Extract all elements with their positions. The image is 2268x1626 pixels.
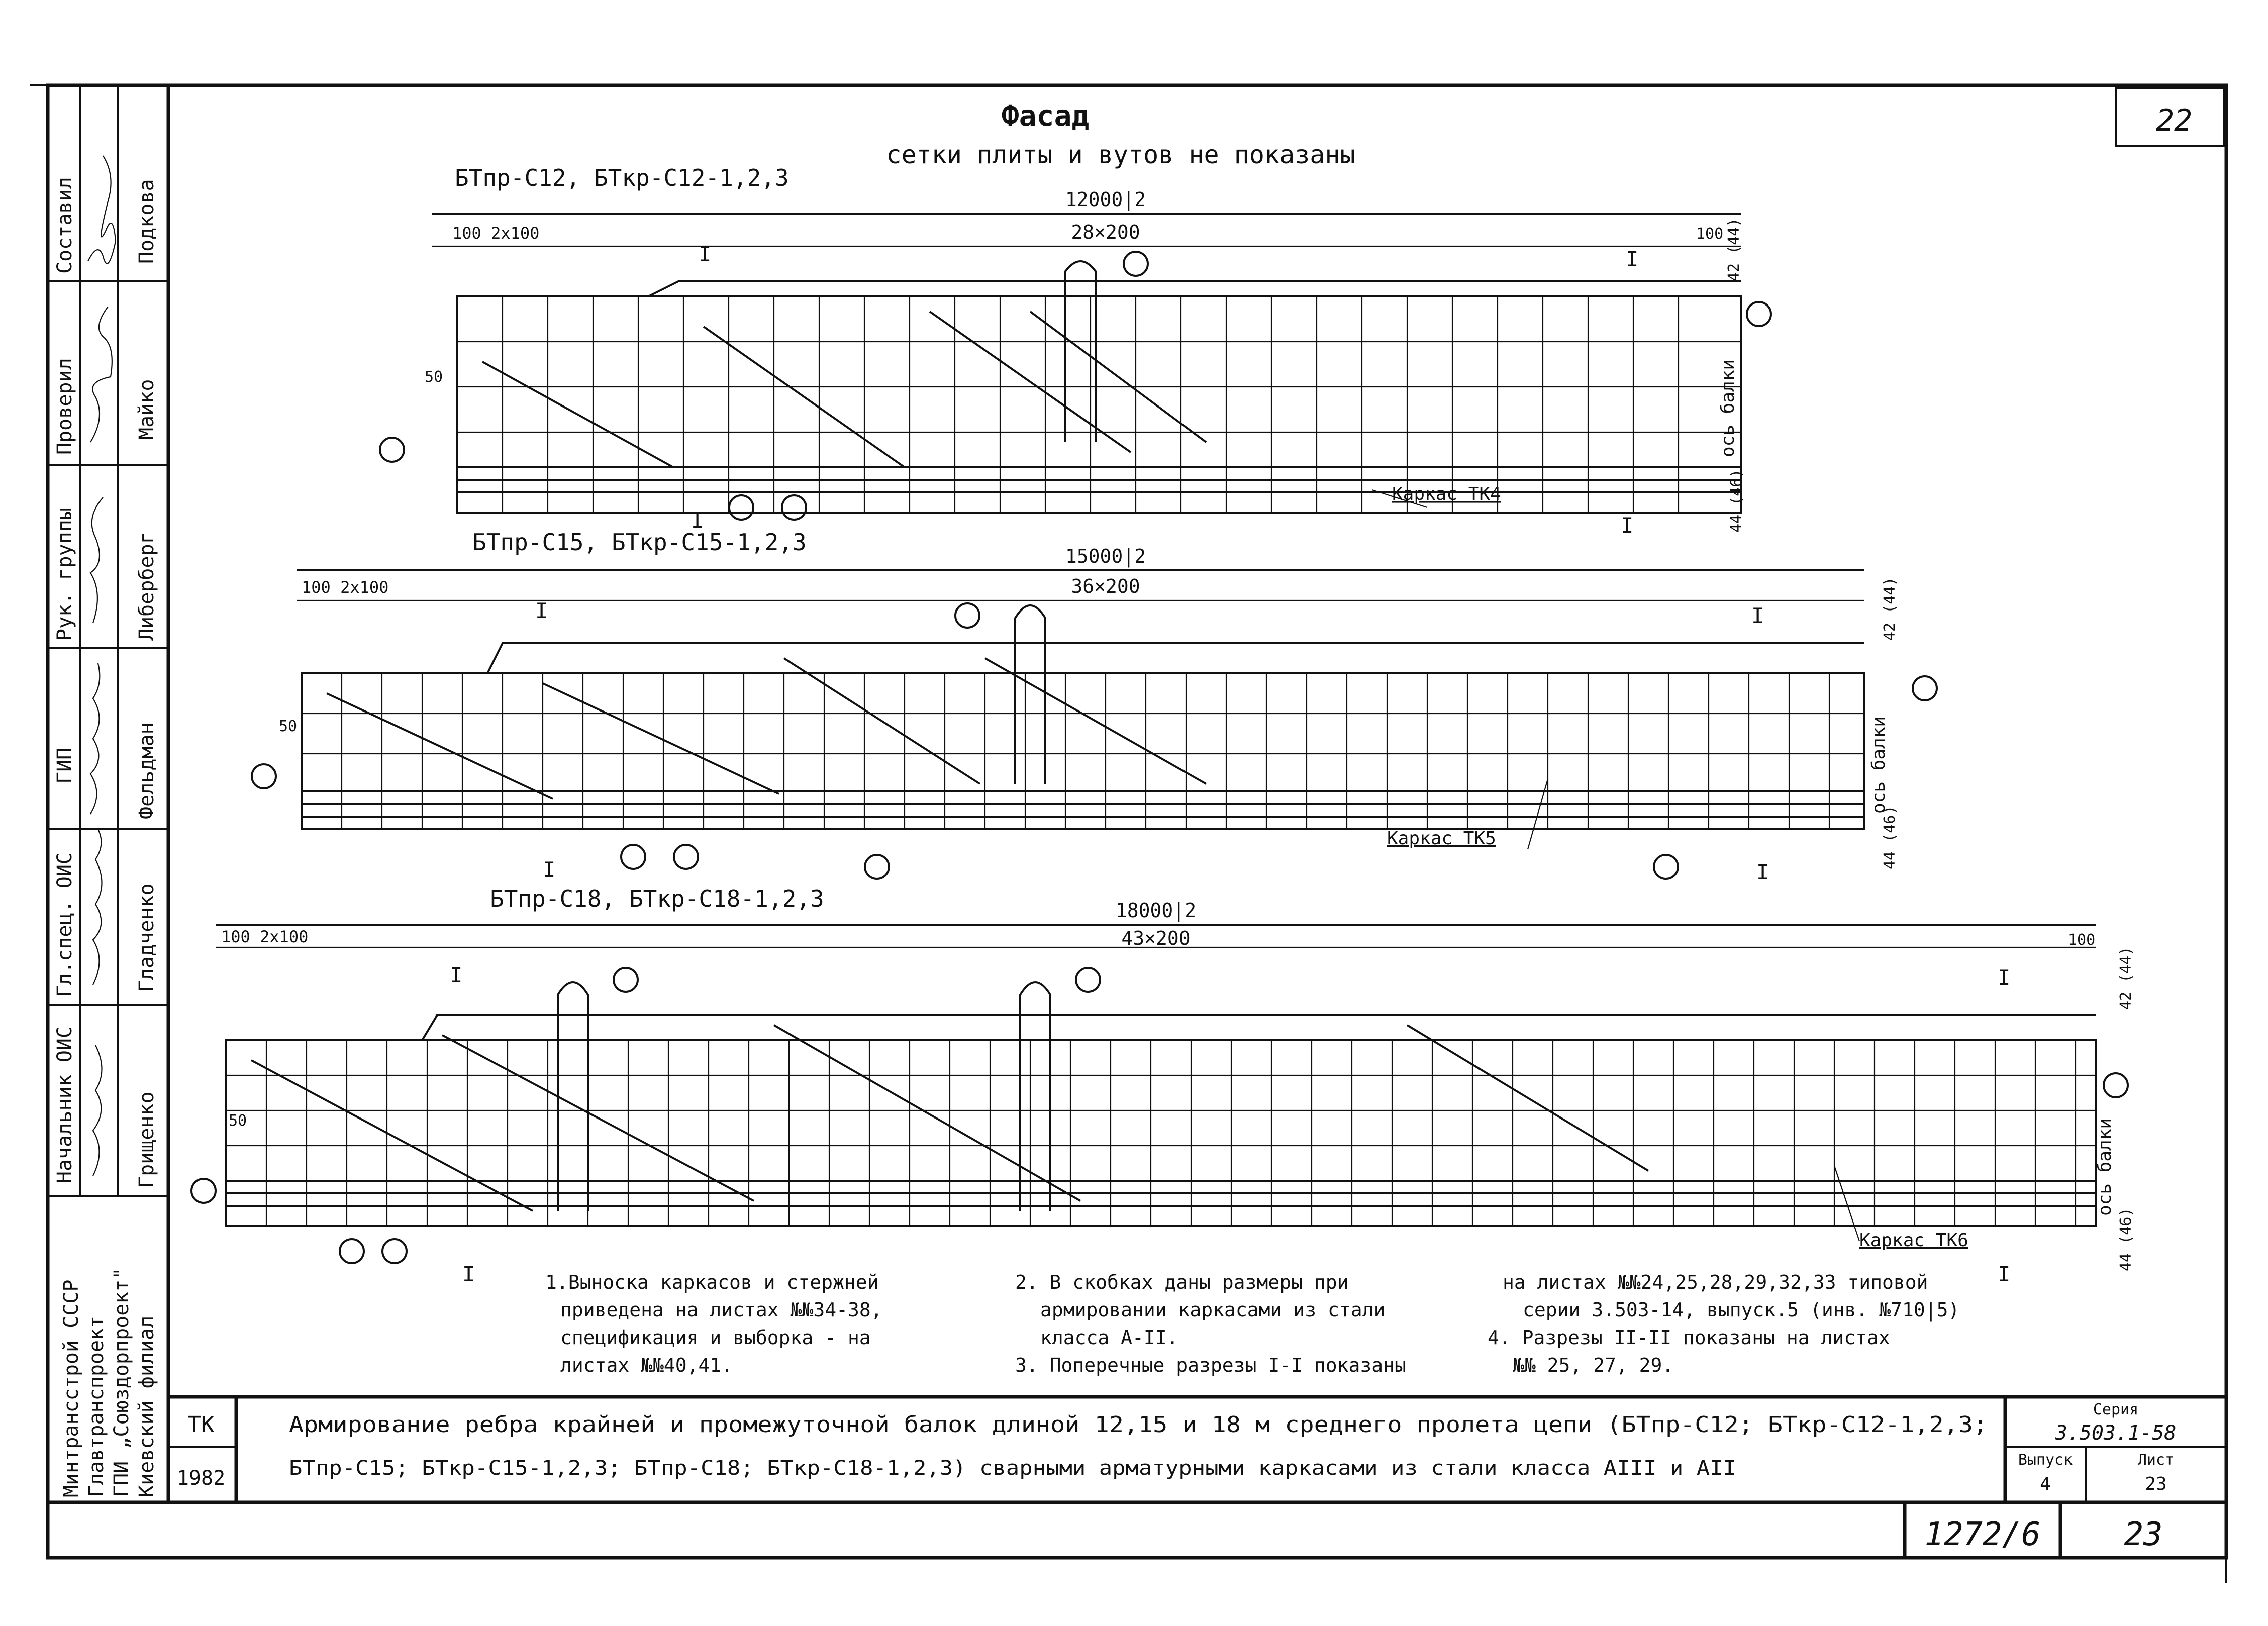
section-mark: I: [543, 857, 556, 882]
vypusk-label: Выпуск: [2018, 1451, 2073, 1469]
hairpin-bar: [558, 982, 588, 1211]
note-line: 2. В скобках даны размеры при: [1015, 1271, 1349, 1293]
signature-role: Гл.спец. ОИС: [53, 852, 76, 997]
facade-title: Фасад: [1001, 98, 1090, 133]
beam-mark: БТпр-С15, БТкр-С15-1,2,3: [472, 529, 807, 556]
beam-12m: [380, 164, 1771, 538]
section-mark: I: [1756, 860, 1769, 884]
signature-name: Гладченко: [135, 883, 158, 992]
total-dimension: 18000|2: [1115, 899, 1197, 922]
bar-spacing: 36×200: [1071, 575, 1140, 597]
signature-name: Грищенко: [135, 1091, 158, 1188]
frame-label: Каркас ТК6: [1859, 1230, 1968, 1251]
title-year: 1982: [176, 1467, 226, 1490]
section-mark: I: [1621, 513, 1634, 538]
bar-spacing: 28×200: [1071, 221, 1140, 243]
signature-mark: [90, 307, 112, 442]
organization-block: [60, 1267, 158, 1497]
section-mark: I: [1751, 603, 1764, 628]
signature-mark: [93, 829, 102, 985]
left-dimensions: 100 2x100: [452, 224, 540, 243]
longitudinal-bars: [457, 342, 1741, 492]
beam-mark: БТпр-С18, БТкр-С18-1,2,3: [490, 885, 824, 912]
bent-bars: [482, 312, 1206, 467]
signature-name: Майко: [135, 379, 158, 440]
total-dimension: 12000|2: [1065, 188, 1146, 211]
height-top: 42 (44): [1881, 577, 1899, 641]
drawing-title: БТпр-С15; БТкр-С15-1,2,3; БТпр-С18; БТкр-С18-1,2,3) сварными арматурными каркасами из стали класса АIII и АII: [289, 1457, 1736, 1480]
signature-mark: [90, 497, 103, 623]
frame-label: Каркас ТК5: [1387, 828, 1496, 849]
vertical-stirrups: [342, 673, 1829, 829]
section-mark: I: [1998, 965, 2011, 990]
left-dimensions: 100 2x100: [302, 578, 389, 597]
series-value: 3.503.1-58: [2055, 1421, 2177, 1445]
signature-role: Составил: [53, 177, 76, 274]
vypusk-value: 4: [2040, 1474, 2051, 1494]
inventory-number: 1272/6: [1924, 1516, 2041, 1553]
drawing-title: Армирование ребра крайней и промежуточной балок длиной 12,15 и 18 м среднего пролета цепи (БТпр-С12; БТкр-С12-1,2,3;: [289, 1412, 1988, 1438]
height-bottom: 44 (46): [2117, 1207, 2135, 1271]
section-mark: I: [1626, 247, 1639, 271]
signature-mark: [93, 1045, 102, 1176]
signature-mark: [90, 663, 100, 814]
height-top: 42 (44): [1725, 218, 1743, 281]
signature-role: Рук. группы: [53, 507, 76, 641]
signature-row-2: [53, 497, 158, 641]
note-line: 1.Выноска каркасов и стержней: [545, 1271, 879, 1293]
hairpin-bar: [1020, 982, 1050, 1211]
section-mark: I: [535, 598, 548, 623]
axis-label: ось балки: [1718, 359, 1738, 457]
section-mark: I: [691, 508, 704, 533]
signature-name: Фельдман: [135, 722, 158, 819]
beam-18m: [191, 885, 2135, 1286]
left-margin-dim: 50: [279, 718, 298, 735]
organization-line: ГПИ „Союздорпроект": [110, 1267, 133, 1497]
section-mark: I: [462, 1262, 475, 1286]
signature-role: ГИП: [53, 747, 76, 784]
end-dimension: 100: [1696, 225, 1724, 243]
note-line: серии 3.503-14, выпуск.5 (инв. №710|5): [1523, 1299, 1960, 1321]
longitudinal-bars: [226, 1075, 2096, 1206]
signature-role: Начальник ОИС: [53, 1026, 76, 1183]
axis-label: ось балки: [2095, 1117, 2115, 1216]
signature-role: Проверил: [53, 358, 76, 455]
note-line: 3. Поперечные разрезы I-I показаны: [1015, 1354, 1406, 1376]
note-line: на листах №№24,25,28,29,32,33 типовой: [1503, 1271, 1928, 1293]
note-line: спецификация и выборка - на: [560, 1327, 871, 1349]
beam-mark: БТпр-С12, БТкр-С12-1,2,3: [455, 164, 789, 191]
signature-row-1: [53, 307, 158, 455]
left-dimensions: 100 2x100: [221, 927, 309, 946]
height-top: 42 (44): [2117, 946, 2135, 1010]
organization-line: Главтранспроект: [85, 1315, 108, 1497]
note-line: армировании каркасами из стали: [1040, 1299, 1386, 1321]
sheet-number-top: 22: [2156, 103, 2193, 138]
organization-line: Киевский филиал: [135, 1315, 158, 1497]
left-margin-dim: 50: [229, 1112, 247, 1130]
height-bottom: 44 (46): [1881, 805, 1899, 869]
note-line: приведена на листах №№34-38,: [560, 1299, 882, 1321]
beam-15m: [252, 529, 1937, 884]
list-value: 23: [2145, 1474, 2167, 1494]
vertical-stirrups: [266, 1040, 2076, 1226]
series-label: Серия: [2093, 1401, 2139, 1418]
notes: [545, 1271, 1959, 1376]
note-line: 4. Разрезы II-II показаны на листах: [1488, 1327, 1890, 1349]
section-mark: I: [450, 963, 463, 987]
signature-row-3: [53, 663, 158, 819]
axis-label: ось балки: [1868, 716, 1889, 814]
bar-spacing: 43×200: [1121, 927, 1191, 949]
bent-bars: [327, 658, 1206, 799]
section-mark: I: [699, 242, 712, 266]
signature-mark: [88, 156, 116, 264]
note-line: №№ 25, 27, 29.: [1513, 1354, 1674, 1376]
note-line: листах №№40,41.: [560, 1354, 733, 1376]
signature-name: Подкова: [135, 179, 158, 264]
page-number: 23: [2124, 1516, 2163, 1553]
left-margin-dim: 50: [425, 368, 443, 386]
facade-subtitle: сетки плиты и вутов не показаны: [886, 140, 1355, 169]
note-line: класса А-II.: [1040, 1327, 1178, 1349]
signature-row-4: [53, 829, 158, 997]
organization-line: Минтрансстрой СССР: [60, 1279, 83, 1497]
longitudinal-bars: [302, 714, 1864, 817]
signature-row-0: [53, 156, 158, 274]
total-dimension: 15000|2: [1065, 545, 1146, 567]
hairpin-bar: [1015, 605, 1045, 784]
title-tk: ТК: [187, 1412, 215, 1438]
height-bottom: 44 (46): [1728, 469, 1745, 533]
list-label: Лист: [2137, 1451, 2175, 1469]
end-dimension: 100: [2068, 931, 2096, 949]
signature-row-5: [53, 1026, 158, 1188]
frame-label: Каркас ТК4: [1392, 484, 1501, 504]
section-mark: I: [1998, 1262, 2011, 1286]
signature-name: Либерберг: [135, 532, 158, 641]
